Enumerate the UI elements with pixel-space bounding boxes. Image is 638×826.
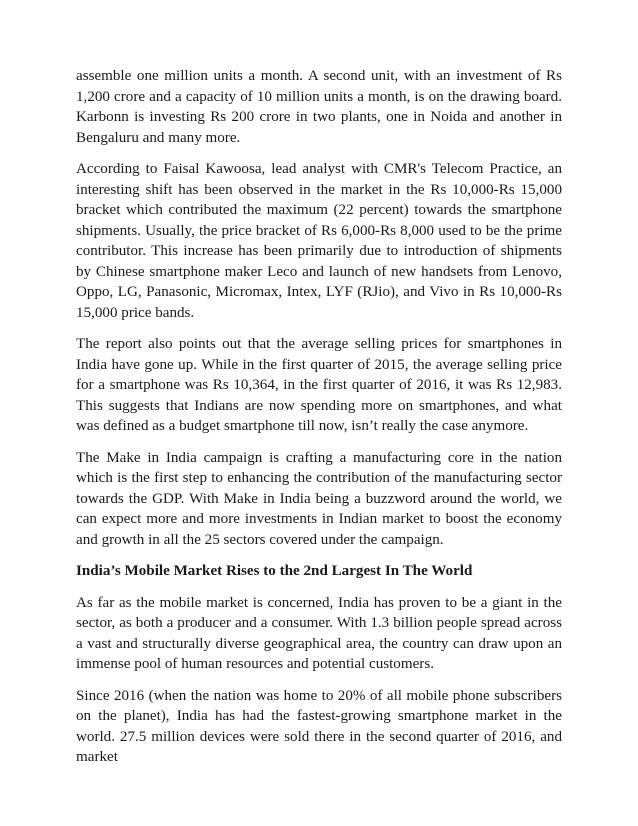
document-page	[76, 66, 562, 779]
paragraph-price-bracket-shift: According to Faisal Kawoosa, lead analyst with CMR's Telecom Practice, an interesting shift has been observed in the market in the Rs 10,000-Rs 15,000 bracket which contributed the maximum (22 percent) towards the smartphone shipments. Usually, the price bracket of Rs 6,000-Rs 8,000 used to be the prime contributor. This increase has been primarily due to introduction of shipments by Chinese smartphone maker Leco and launch of new handsets from Lenovo, Oppo, LG, Panasonic, Micromax, Intex, LYF (RJio), and Vivo in Rs 10,000-Rs 15,000 price bands.	[76, 161, 562, 321]
paragraph-make-in-india: The Make in India campaign is crafting a manufacturing core in the nation which is the first step to enhancing the contribution of the manufacturing sector towards the GDP. With Make in India being a buzzword around the world, we can expect more and more investments in Indian market to boost the economy and growth in all the 25 sectors covered under the campaign.	[76, 449, 562, 548]
section-heading: India’s Mobile Market Rises to the 2nd Largest In The World	[76, 563, 473, 579]
paragraph-manufacturing-units: assemble one million units a month. A second unit, with an investment of Rs 1,200 crore and a capacity of 10 million units a month, is on the drawing board. Karbonn is investing Rs 200 crore in two plants, one in Noida and another in Bengaluru and many more.	[76, 68, 562, 146]
paragraph-average-selling-price: The report also points out that the average selling prices for smartphones in India have gone up. While in the first quarter of 2015, the average selling price for a smartphone was Rs 10,364, in the first quarter of 2016, it was Rs 12,983. This suggests that Indians are now spending more on smartphones, and what was defined as a budget smartphone till now, isn’t really the case anymore.	[76, 336, 562, 434]
paragraph-fastest-growing-market: Since 2016 (when the nation was home to 20% of all mobile phone subscribers on the planet), India has had the fastest-growing smartphone market in the world. 27.5 million devices were sold there in the second quarter of 2016, and market	[76, 687, 562, 765]
paragraph-mobile-market-giant: As far as the mobile market is concerned, India has proven to be a giant in the sector, as both a producer and a consumer. With 1.3 billion people spread across a vast and structurally diverse geographical area, the country can draw upon an immense pool of human resources and potential customers.	[76, 594, 562, 672]
